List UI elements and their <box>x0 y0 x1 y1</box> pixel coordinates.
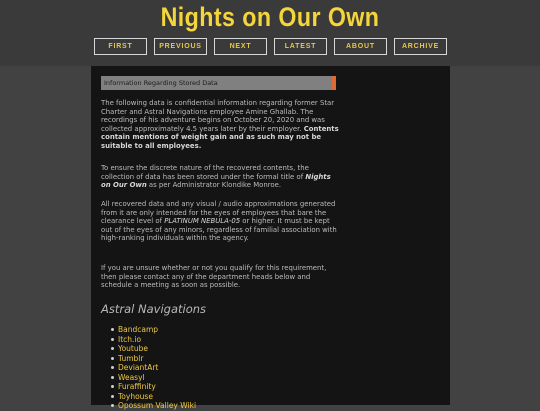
next-button[interactable]: NEXT <box>214 38 267 55</box>
latest-button[interactable]: LATEST <box>274 38 327 55</box>
link-list <box>111 325 196 411</box>
clearance-level: PLATINUM NEBULA-05 <box>164 217 241 226</box>
banner-accent <box>332 76 336 90</box>
link-youtube[interactable]: Youtube <box>111 344 196 354</box>
link-furaffinity[interactable]: Furaffinity <box>111 382 196 392</box>
content-panel <box>91 66 450 410</box>
previous-button[interactable]: PREVIOUS <box>154 38 207 55</box>
site-header <box>0 0 540 66</box>
paragraph-clearance <box>101 200 339 243</box>
paragraph-text: To ensure the discrete nature of the recovered contents, the collection of data has been stored under the formal title of <box>101 164 309 181</box>
link-weasyl[interactable]: Weasyl <box>111 373 196 383</box>
first-button[interactable]: FIRST <box>94 38 147 55</box>
info-banner <box>101 76 336 90</box>
paragraph-text: The following data is confidential information regarding former Star Charter and Astral Navigations employee Amine Ghallab. The recordings of his adventure begins on October 20, 2020 and was collected approximately 4.5 years later by their employer. <box>101 99 335 133</box>
site-title[interactable]: Nights on Our Own <box>160 2 380 32</box>
story-title: Nights on Our Own <box>101 172 331 190</box>
paragraph-text: or higher. It must be kept out of the eyes of any minors, regardless of familial association with high-ranking individuals within the agency. <box>101 217 337 243</box>
paragraph-text: All recovered data and any visual / audio approximations generated from it are only intended for the eyes of employees that bare the clearance level of <box>101 200 336 226</box>
comic-nav <box>0 38 540 55</box>
paragraph-text: If you are unsure whether or not you qualify for this requirement, then please contact any of the department heads below and schedule a meeting as soon as possible. <box>101 264 327 290</box>
link-deviantart[interactable]: DeviantArt <box>111 363 196 373</box>
link-opossum-valley-wiki[interactable]: Opossum Valley Wiki <box>111 401 196 411</box>
paragraph-contact <box>101 264 339 290</box>
archive-button[interactable]: ARCHIVE <box>394 38 447 55</box>
about-button[interactable]: ABOUT <box>334 38 387 55</box>
link-itchio[interactable]: Itch.io <box>111 335 196 345</box>
content-warning: Contents contain mentions of weight gain and as such may not be suitable to all employees. <box>101 124 339 150</box>
paragraph-text: as per Administrator Klondike Monroe. <box>146 181 282 190</box>
link-toyhouse[interactable]: Toyhouse <box>111 392 196 402</box>
link-tumblr[interactable]: Tumblr <box>111 354 196 364</box>
paragraph-title-info <box>101 164 339 190</box>
section-heading: Astral Navigations <box>101 302 207 316</box>
paragraph-confidential <box>101 99 339 151</box>
banner-title: Information Regarding Stored Data <box>104 79 218 87</box>
link-bandcamp[interactable]: Bandcamp <box>111 325 196 335</box>
